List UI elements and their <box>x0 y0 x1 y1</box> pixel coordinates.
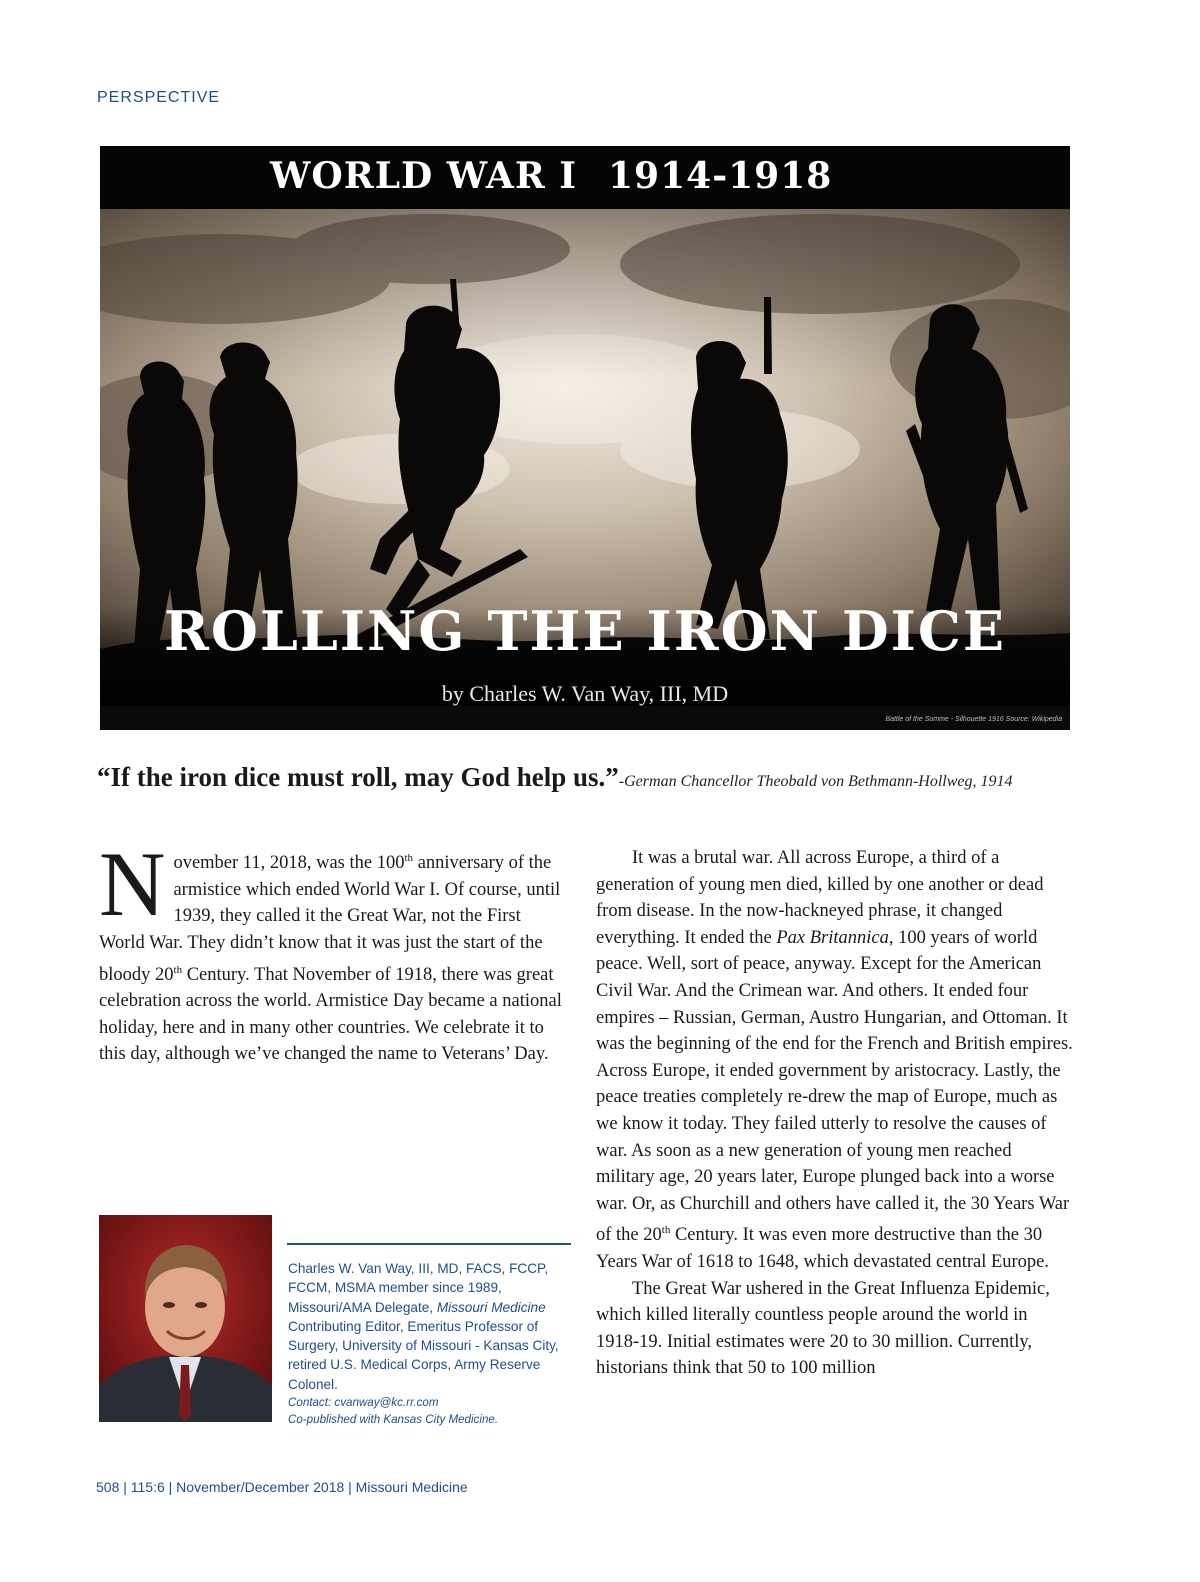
section-label: PERSPECTIVE <box>97 89 221 106</box>
bio-text-b: Contributing Editor, Emeritus Professor of Surgery, University of Missouri - Kansas City, retired U.S. Medical Corps, Army Reserve Colonel. <box>288 1318 559 1392</box>
superscript: th <box>404 852 414 864</box>
article-column-left <box>99 833 569 1068</box>
paragraph-2 <box>596 845 1074 1276</box>
pax-britannica: Pax Britannica <box>776 927 889 948</box>
paragraph-1-a: ovember 11, 2018, was the 100 <box>173 853 405 874</box>
bio-text-a: Charles W. Van Way, III, MD, FACS, FCCP, FCCM, MSMA member since 1989, Missouri/AMA Delegate, <box>288 1261 549 1315</box>
paragraph-1-b: anniversary of the armistice which ended World War I. Of course, until 1939, they called it the Great War, not the First World War. They didn’t know that it was just the start of the bloody 20 <box>99 853 561 985</box>
article-title: ROLLING THE IRON DICE <box>163 599 1007 663</box>
epigraph-text: “If the iron dice must roll, may God help us.” <box>97 762 619 792</box>
photo-credit: Battle of the Somme - Silhouette 1916 Source: Wikipedia <box>885 716 1062 723</box>
bio-journal: Missouri Medicine <box>436 1299 546 1315</box>
hero-war-title: WORLD WAR I <box>270 155 578 197</box>
author-bio <box>288 1259 578 1428</box>
paragraph-3: The Great War ushered in the Great Influenza Epidemic, which killed literally countless people around the world in 1918-19. Initial estimates were 20 to 30 million. Currently, historians think that 50 to 100 million <box>596 1278 1050 1379</box>
hero-years: 1914-1918 <box>608 155 833 197</box>
epigraph <box>97 762 1087 793</box>
epigraph-attribution: -German Chancellor Theobald von Bethmann-Hollweg, 1914 <box>618 773 1013 790</box>
bio-divider <box>287 1243 571 1245</box>
hero-banner <box>100 146 1070 730</box>
paragraph-1 <box>99 833 569 1068</box>
author-portrait <box>99 1215 272 1422</box>
drop-cap: N <box>99 833 166 935</box>
article-column-right <box>596 845 1074 1382</box>
bio-contact: Contact: cvanway@kc.rr.com <box>288 1396 439 1410</box>
page-footer: 508 | 115:6 | November/December 2018 | Missouri Medicine <box>96 1479 468 1495</box>
paragraph-2-a: It was a brutal war. All across Europe, a third of a generation of young men died, killed by one another or dead from disease. In the now-hackneyed phrase, it changed everything. It ended the <box>596 848 1044 948</box>
article-byline: by Charles W. Van Way, III, MD <box>441 681 729 706</box>
hero-top-band <box>100 146 1070 209</box>
paragraph-2-b: , 100 years of world peace. Well, sort of peace, anyway. Except for the American Civil War. And the Crimean war. And others. It ended four empires – Russian, German, Austro Hungarian, and Ottoman. It was the beginning of the end for the French and British empires. Across Europe, it ended government by aristocracy. Lastly, the peace treaties completely re-drew the map of Europe, much as we know it today. They failed utterly to resolve the causes of war. As soon as a new generation of young men reached military age, 20 years later, Europe plunged back into a worse war. Or, as Churchill and others have called it, the 30 Years War of the 20 <box>596 927 1073 1246</box>
superscript: th <box>173 963 183 976</box>
paragraph-1-c: Century. That November of 1918, there was great celebration across the world. Armistice Day became a national holiday, here and in many other countries. We celebrate it to this day, although we’ve changed the name to Veterans’ Day. <box>99 964 562 1065</box>
superscript: th <box>661 1224 671 1237</box>
paragraph-2-c: Century. It was even more destructive than the 30 Years War of 1618 to 1648, which devastated central Europe. <box>596 1225 1050 1273</box>
bio-copublished: Co-published with Kansas City Medicine. <box>288 1413 499 1427</box>
